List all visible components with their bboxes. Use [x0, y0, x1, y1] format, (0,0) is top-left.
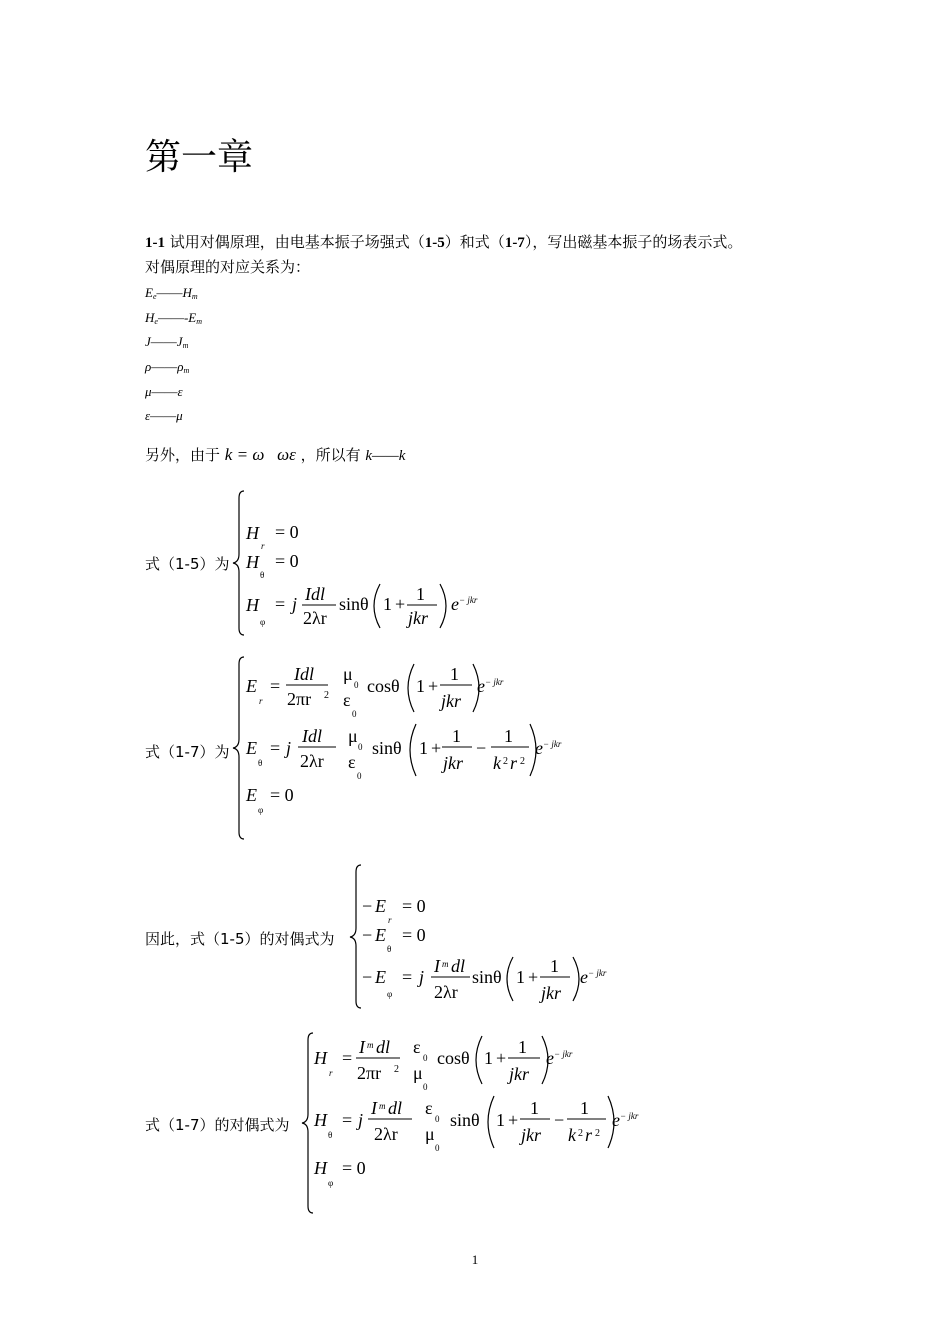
svg-text:φ: φ — [260, 617, 266, 627]
label-eq-1-5: 式（1-5）为 — [145, 555, 230, 573]
svg-text:2λr: 2λr — [374, 1124, 398, 1144]
eq-dual-1-5 — [360, 882, 630, 1012]
svg-text:0: 0 — [357, 771, 362, 781]
svg-text:j: j — [292, 594, 298, 614]
svg-text:−: − — [476, 738, 487, 758]
svg-text:Idl: Idl — [294, 664, 314, 684]
svg-text:=: = — [342, 1048, 353, 1068]
svg-text:sinθ: sinθ — [339, 594, 369, 614]
svg-text:2πr: 2πr — [287, 689, 312, 709]
svg-text:I: I — [434, 956, 440, 976]
svg-text:+: + — [528, 967, 539, 987]
svg-text:r: r — [585, 1125, 593, 1145]
label-eq-1-7: 式（1-7）为 — [145, 743, 230, 761]
svg-text:I: I — [359, 1037, 365, 1057]
svg-text:E: E — [246, 676, 257, 696]
svg-text:=: = — [270, 738, 281, 758]
svg-text:j: j — [286, 738, 292, 758]
svg-text:− jkr: − jkr — [459, 595, 478, 605]
svg-text:sinθ: sinθ — [472, 967, 502, 987]
svg-text:1: 1 — [516, 967, 525, 987]
eq-1-5 — [244, 512, 504, 642]
label-dual-1-7: 式（1-7）的对偶式为 — [145, 1116, 290, 1134]
svg-text:1: 1 — [416, 584, 425, 604]
svg-text:H: H — [314, 1158, 327, 1178]
svg-text:0: 0 — [435, 1143, 440, 1153]
svg-text:dl: dl — [451, 956, 466, 976]
svg-text:θ: θ — [328, 1130, 333, 1140]
svg-text:2: 2 — [324, 690, 329, 701]
duality-pair: $H_e——-E_m$ — [145, 310, 203, 326]
svg-text:θ: θ — [260, 570, 265, 580]
svg-text:j: j — [419, 967, 425, 987]
svg-text:m: m — [442, 959, 449, 969]
svg-text:μ: μ — [425, 1124, 435, 1144]
svg-text:H: H — [314, 1110, 327, 1130]
svg-text:Idl: Idl — [305, 584, 325, 604]
duality-pair: μ——ε — [145, 384, 183, 399]
svg-text:k: k — [568, 1125, 576, 1145]
svg-text:= 0: = 0 — [342, 1158, 366, 1178]
svg-text:2: 2 — [595, 1128, 600, 1139]
svg-text:jkr: jkr — [521, 1125, 541, 1145]
svg-text:=: = — [270, 676, 281, 696]
svg-text:e: e — [612, 1110, 620, 1130]
svg-text:e: e — [451, 594, 459, 614]
svg-text:jkr: jkr — [541, 983, 561, 1003]
svg-text:ε: ε — [348, 752, 356, 772]
svg-text:jkr: jkr — [441, 691, 461, 711]
problem-number: 1-1 — [145, 235, 165, 251]
svg-text:+: + — [395, 594, 406, 614]
svg-text:− jkr: − jkr — [543, 739, 562, 749]
svg-text:m: m — [367, 1040, 374, 1050]
svg-text:0: 0 — [358, 742, 363, 752]
svg-text:φ: φ — [328, 1178, 334, 1188]
svg-text:r: r — [259, 696, 263, 706]
svg-text:0: 0 — [423, 1053, 428, 1063]
svg-text:−: − — [554, 1110, 565, 1130]
svg-text:2λr: 2λr — [303, 608, 327, 628]
chapter-title: 第一章 — [145, 137, 254, 178]
svg-text:e: e — [535, 738, 543, 758]
svg-text:e: e — [546, 1048, 554, 1068]
svg-text:E: E — [246, 785, 257, 805]
svg-text:2λr: 2λr — [434, 982, 458, 1002]
svg-text:H: H — [314, 1048, 327, 1068]
svg-text:E: E — [375, 896, 386, 916]
svg-text:= 0: = 0 — [270, 785, 294, 805]
svg-text:1: 1 — [450, 664, 459, 684]
svg-text:H: H — [246, 595, 259, 615]
svg-text:2: 2 — [503, 756, 508, 767]
svg-text:1: 1 — [452, 726, 461, 746]
svg-text:H: H — [246, 523, 259, 543]
svg-text:2λr: 2λr — [300, 751, 324, 771]
svg-text:r: r — [388, 915, 392, 925]
svg-text:μ: μ — [343, 664, 353, 684]
svg-text:2: 2 — [394, 1064, 399, 1075]
label-dual-1-5: 因此，式（1-5）的对偶式为 — [145, 930, 335, 948]
svg-text:e: e — [477, 676, 485, 696]
svg-text:ε: ε — [343, 690, 351, 710]
svg-text:jkr: jkr — [408, 608, 428, 628]
svg-text:1: 1 — [580, 1098, 589, 1118]
svg-text:dl: dl — [376, 1037, 391, 1057]
svg-text:−: − — [362, 896, 373, 916]
svg-text:jkr: jkr — [443, 753, 463, 773]
svg-text:r: r — [510, 753, 518, 773]
svg-text:sinθ: sinθ — [372, 738, 402, 758]
svg-text:E: E — [375, 925, 386, 945]
svg-text:θ: θ — [387, 944, 392, 954]
svg-text:−: − — [362, 925, 373, 945]
svg-text:+: + — [508, 1110, 519, 1130]
svg-text:=: = — [402, 967, 413, 987]
svg-text:jkr: jkr — [509, 1064, 529, 1084]
svg-text:− jkr: − jkr — [485, 677, 504, 687]
svg-text:E: E — [375, 967, 386, 987]
svg-text:j: j — [358, 1110, 364, 1130]
svg-text:2: 2 — [578, 1128, 583, 1139]
svg-text:ε: ε — [425, 1098, 433, 1118]
svg-text:1: 1 — [416, 676, 425, 696]
svg-text:+: + — [428, 676, 439, 696]
svg-text:m: m — [379, 1101, 386, 1111]
svg-text:0: 0 — [435, 1114, 440, 1124]
svg-text:1: 1 — [550, 956, 559, 976]
svg-text:1: 1 — [496, 1110, 505, 1130]
duality-pair: ε——μ — [145, 408, 183, 423]
problem-statement: 1-1 试用对偶原理，由电基本振子场强式（1-5）和式（1-7），写出磁基本振子的场表示式。 — [145, 233, 743, 251]
duality-pair: $\rho——\rho_m$ — [145, 359, 190, 375]
svg-text:1: 1 — [383, 594, 392, 614]
svg-text:+: + — [431, 738, 442, 758]
k-relation: 另外，由于 k = ω ωε ，所以有 k——k — [145, 445, 406, 464]
svg-text:2: 2 — [520, 756, 525, 767]
svg-text:r: r — [261, 541, 265, 551]
page-number: 1 — [471, 1252, 479, 1267]
svg-text:1: 1 — [419, 738, 428, 758]
svg-text:ε: ε — [413, 1037, 421, 1057]
svg-text:k: k — [493, 753, 501, 773]
svg-text:H: H — [246, 552, 259, 572]
duality-intro: 对偶原理的对应关系为： — [145, 258, 311, 276]
svg-text:θ: θ — [258, 758, 263, 768]
svg-text:= 0: = 0 — [402, 896, 426, 916]
svg-text:+: + — [496, 1048, 507, 1068]
svg-text:= 0: = 0 — [275, 522, 299, 542]
svg-text:1: 1 — [484, 1048, 493, 1068]
svg-text:e: e — [580, 967, 588, 987]
svg-text:=: = — [275, 594, 286, 614]
svg-text:− jkr: − jkr — [554, 1049, 573, 1059]
duality-pair: $J——J_m$ — [145, 334, 189, 350]
svg-text:−: − — [362, 967, 373, 987]
svg-text:φ: φ — [258, 805, 264, 815]
svg-text:sinθ: sinθ — [450, 1110, 480, 1130]
eq-dual-1-7 — [312, 1034, 672, 1204]
svg-text:r: r — [329, 1068, 333, 1078]
svg-text:E: E — [246, 738, 257, 758]
svg-text:cosθ: cosθ — [367, 676, 400, 696]
svg-text:0: 0 — [423, 1082, 428, 1092]
svg-text:cosθ: cosθ — [437, 1048, 470, 1068]
svg-text:1: 1 — [504, 726, 513, 746]
svg-text:0: 0 — [352, 709, 357, 719]
svg-text:I: I — [371, 1098, 377, 1118]
svg-text:1: 1 — [530, 1098, 539, 1118]
duality-pair: $E_e——H_m$ — [145, 285, 198, 301]
svg-text:0: 0 — [354, 680, 359, 690]
svg-text:φ: φ — [387, 989, 393, 999]
svg-text:− jkr: − jkr — [620, 1111, 639, 1121]
svg-text:= 0: = 0 — [275, 551, 299, 571]
svg-text:1: 1 — [518, 1037, 527, 1057]
eq-1-7 — [244, 660, 584, 830]
svg-text:= 0: = 0 — [402, 925, 426, 945]
svg-text:=: = — [342, 1110, 353, 1130]
svg-text:2πr: 2πr — [357, 1063, 382, 1083]
svg-text:dl: dl — [388, 1098, 403, 1118]
svg-text:μ: μ — [413, 1063, 423, 1083]
svg-text:− jkr: − jkr — [588, 968, 607, 978]
svg-text:μ: μ — [348, 726, 358, 746]
svg-text:Idl: Idl — [302, 726, 322, 746]
